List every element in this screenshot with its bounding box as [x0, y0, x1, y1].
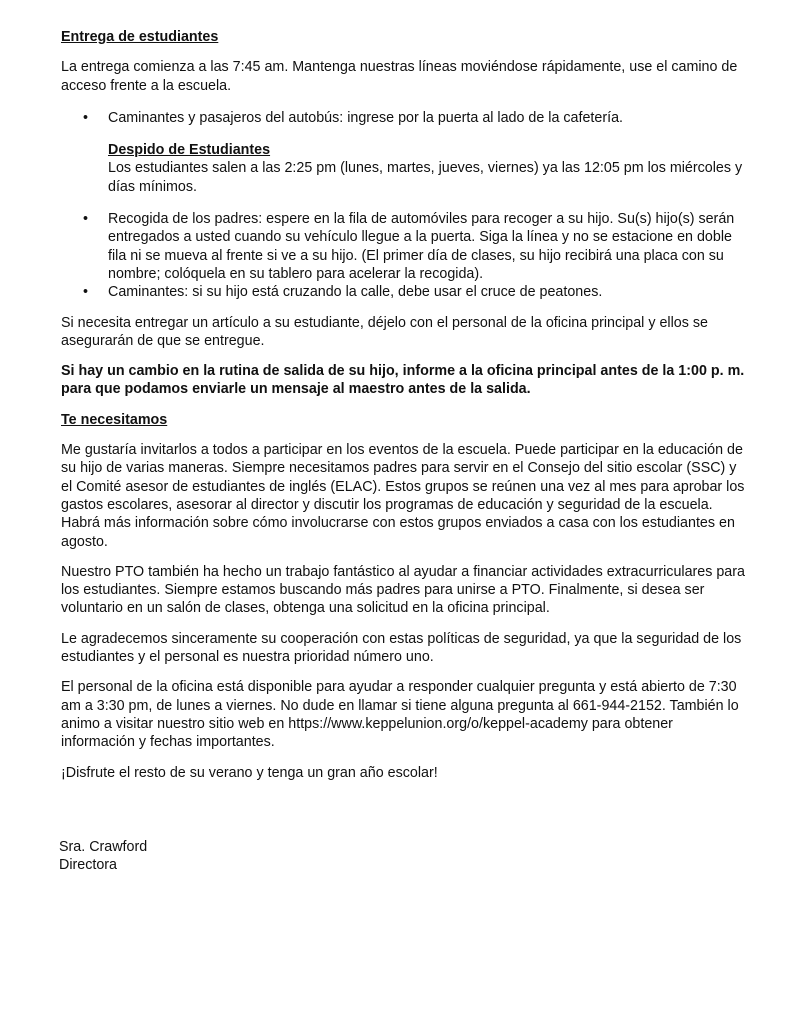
office-paragraph: El personal de la oficina está disponible para ayudar a responder cualquier pregunta y está abierto de 7:30 am a 3:30 pm, de lunes a viernes. No dude en llamar si tiene alguna pregunta al 661-944-2152. También lo animo a visitar nuestro sitio web en https://www.keppelunion.org/o/keppel-academy para obtener información y fechas importantes.	[61, 679, 739, 751]
signer-title: Directora	[59, 856, 117, 873]
dismissal-bullet-list	[61, 210, 745, 301]
signer-name: Sra. Crawford	[59, 839, 148, 855]
routine-change-note: Si hay un cambio en la rutina de salida de su hijo, informe a la oficina principal antes de la 1:00 p. m. para que podamos enviarle un mensaje al maestro antes de la salida.	[61, 363, 745, 398]
letter-body	[61, 28, 745, 782]
thanks-paragraph: Le agradecemos sinceramente su cooperación con estas políticas de seguridad, ya que la seguridad de los estudiantes y el personal es nuestra prioridad número uno.	[61, 630, 742, 666]
pto-paragraph: Nuestro PTO también ha hecho un trabajo fantástico al ayudar a financiar actividades extracurriculares para los estudiantes. Siempre estamos buscando más padres para unirse a PTO. Finalmente, si desea ser voluntario en un salón de clases, obtenga una solicitud en la oficina principal.	[61, 563, 745, 617]
bullet-icon: •	[83, 284, 89, 301]
bullet-icon: •	[83, 109, 89, 126]
dismissal-text: Los estudiantes salen a las 2:25 pm (lunes, martes, jueves, viernes) ya las 12:05 pm los miércoles y días mínimos.	[108, 160, 743, 195]
list-item	[61, 210, 745, 283]
bullet-text-pickup: Recogida de los padres: espere en la fila de automóviles para recoger a su hijo. Su(s) hijo(s) serán entregados a usted cuando su vehículo llegue a la puerta. Siga la línea y no se estacione en doble fila ni se mueva al frente si ve a su hijo. (El primer día de clases, su hijo recibirá una placa con su nombre; colóquela en su tablero para acelerar la recogida).	[108, 211, 735, 282]
dismissal-block	[61, 141, 745, 196]
involvement-paragraph: Me gustaría invitarlos a todos a participar en los eventos de la escuela. Puede participar en la educación de su hijo de varias maneras. Siempre necesitamos padres para servir en el Consejo del sitio escolar (SSC) y el Comité asesor de estudiantes de inglés (ELAC). Estos grupos se reúnen una vez al mes para aprobar los gastos escolares, asesorar al director y discutir los programas de educación y seguridad de la escuela. Habrá más información sobre cómo involucrarse con estos grupos enviados a casa con los estudiantes en agosto.	[61, 442, 745, 550]
bullet-text-walkers-bus: Caminantes y pasajeros del autobús: ingrese por la puerta al lado de la cafetería.	[108, 109, 624, 126]
list-item	[61, 283, 745, 301]
items-note: Si necesita entregar un artículo a su estudiante, déjelo con el personal de la oficina principal y ellos se asegurarán de que se entregue.	[61, 314, 708, 349]
signature-block	[59, 839, 147, 874]
delivery-bullet-list	[61, 109, 745, 127]
dismissal-heading: Despido de Estudiantes	[108, 142, 271, 159]
delivery-intro: La entrega comienza a las 7:45 am. Mantenga nuestras líneas moviéndose rápidamente, use el camino de acceso frente a la escuela.	[61, 59, 738, 94]
bullet-text-walkers: Caminantes: si su hijo está cruzando la calle, debe usar el cruce de peatones.	[108, 284, 603, 301]
closing-line: ¡Disfrute el resto de su verano y tenga un gran año escolar!	[61, 764, 438, 781]
list-item	[61, 109, 745, 127]
bullet-icon: •	[83, 211, 89, 228]
delivery-heading: Entrega de estudiantes	[61, 29, 219, 45]
need-you-heading: Te necesitamos	[61, 411, 168, 428]
